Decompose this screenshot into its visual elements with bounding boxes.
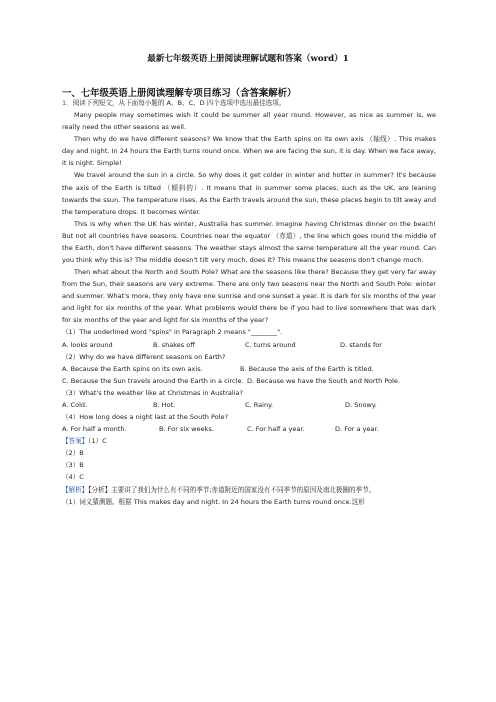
answer-2: （2）B bbox=[62, 449, 84, 458]
question-4-stem: （4）How long does a night last at the South Pole? bbox=[62, 413, 229, 422]
option-a: A. Because the Earth spins on its own axis. bbox=[62, 364, 203, 373]
analysis-label: 【解析】 bbox=[62, 485, 89, 494]
option-d: D. Because we have the South and North Pole. bbox=[247, 376, 400, 385]
option-a: A. For half a month. bbox=[62, 425, 127, 434]
option-c: C. Rainy. bbox=[245, 400, 274, 409]
option-c: C. Because the Sun travels around the Earth in a circle. bbox=[62, 376, 244, 385]
passage-paragraph-3: We travel around the sun in a circle. So why does it get colder in winter and hotter in summer? It's because the axis of the Earth is tilted （倾斜的）. It means that in summer some places, such as the UK, are leaning towards the ssun. The temperature rises. As the Earth travels around the sun, these places begin to tilt away and the temperature drops. It becomes winter. bbox=[62, 171, 436, 216]
question-number: 1． bbox=[62, 99, 73, 107]
question-2-options-row1 bbox=[62, 363, 436, 375]
option-b: B. For six weeks. bbox=[159, 425, 214, 434]
analysis-q1: （1）词义猜测题。根据 This makes day and night. In 24 hours the Earth turns round once.这形 bbox=[62, 497, 365, 506]
answer-label: 【答案】 bbox=[62, 437, 89, 446]
question-1-stem: （1）The underlined word "spins" in Paragraph 2 means "________". bbox=[62, 328, 283, 337]
section-heading: 一、七年级英语上册阅读理解专项目练习（含答案解析） bbox=[62, 88, 297, 99]
passage-paragraph-5: Then what about the North and South Pole? What are the seasons like there? Because they get very far away from the Sun, their seasons are very extreme. There are only two seasons near the North and South Pole: winter and summer. What's more, they only have one sunrise and one sunset a year. It is dark for six months of the year and light for six months of the year. What problems would there be if you had to live somewhere that was dark for six months of the year and light for six months of the year? bbox=[62, 268, 436, 325]
question-3-options bbox=[62, 399, 436, 411]
question-2-options-row2 bbox=[62, 375, 436, 387]
instruction-text: 阅读下列短文，从下面每小题的 A、B、C、D 四个选项中选出最佳选项。 bbox=[72, 99, 286, 107]
question-1-options bbox=[62, 339, 436, 351]
option-c: C. turns around bbox=[245, 340, 296, 349]
passage-paragraph-2: Then why do we have different seasons? We know that the Earth spins on its own axis （轴线）. This makes day and night. In 24 hours the Earth turns round once. When we are facing the sun, it is day. When we face away, it is night. Simple! bbox=[62, 135, 436, 168]
analysis-line bbox=[62, 484, 436, 496]
document-body bbox=[62, 97, 436, 508]
question-2-stem: （2）Why do we have different seasons on Earth? bbox=[62, 352, 226, 361]
option-b: B. Hot. bbox=[153, 400, 176, 409]
instruction-line bbox=[62, 97, 436, 109]
answer-line-1 bbox=[62, 435, 436, 447]
analysis-text: 【分析】主要讲了我们为什么有不同的季节;赤道附近的国家没有不同季节的原因及南北极圈的季节。 bbox=[88, 485, 376, 494]
option-d: D. stands for bbox=[340, 340, 382, 349]
option-b: B. shakes off bbox=[153, 340, 195, 349]
answer-3: （3）B bbox=[62, 461, 84, 470]
question-4-options bbox=[62, 423, 436, 435]
passage-paragraph-4: This is why when the UK has winter, Australia has summer. Imagine having Christmas dinner on the beach! But not all countries have seasons. Countries near the equator （赤道）, the line which goes round the middle of the Earth, don't have different seasons. The weather stays almost the same temperature all the year round. Can you think why this is? The middle doesn't tilt very much, does it? This means the seasons don't change much. bbox=[62, 219, 436, 265]
option-a: A. Cold. bbox=[62, 400, 88, 409]
option-c: C. For half a year. bbox=[247, 425, 305, 434]
answer-1: （1）C bbox=[88, 437, 107, 446]
question-3-stem: （3）What's the weather like at Christmas in Australia? bbox=[62, 388, 244, 397]
option-d: D. For a year. bbox=[335, 425, 379, 434]
document-title: 最新七年级英语上册阅读理解试题和答案（word）1 bbox=[147, 54, 349, 64]
passage-paragraph-1: Many people may sometimes wish it could be summer all year round. However, as nice as summer is, we really need the other seasons as well. bbox=[62, 111, 436, 132]
option-d: D. Snowy. bbox=[345, 400, 377, 409]
answer-4: （4）C bbox=[62, 473, 84, 482]
option-a: A. looks around bbox=[62, 340, 113, 349]
option-b: B. Because the axis of the Earth is titled. bbox=[240, 364, 374, 373]
